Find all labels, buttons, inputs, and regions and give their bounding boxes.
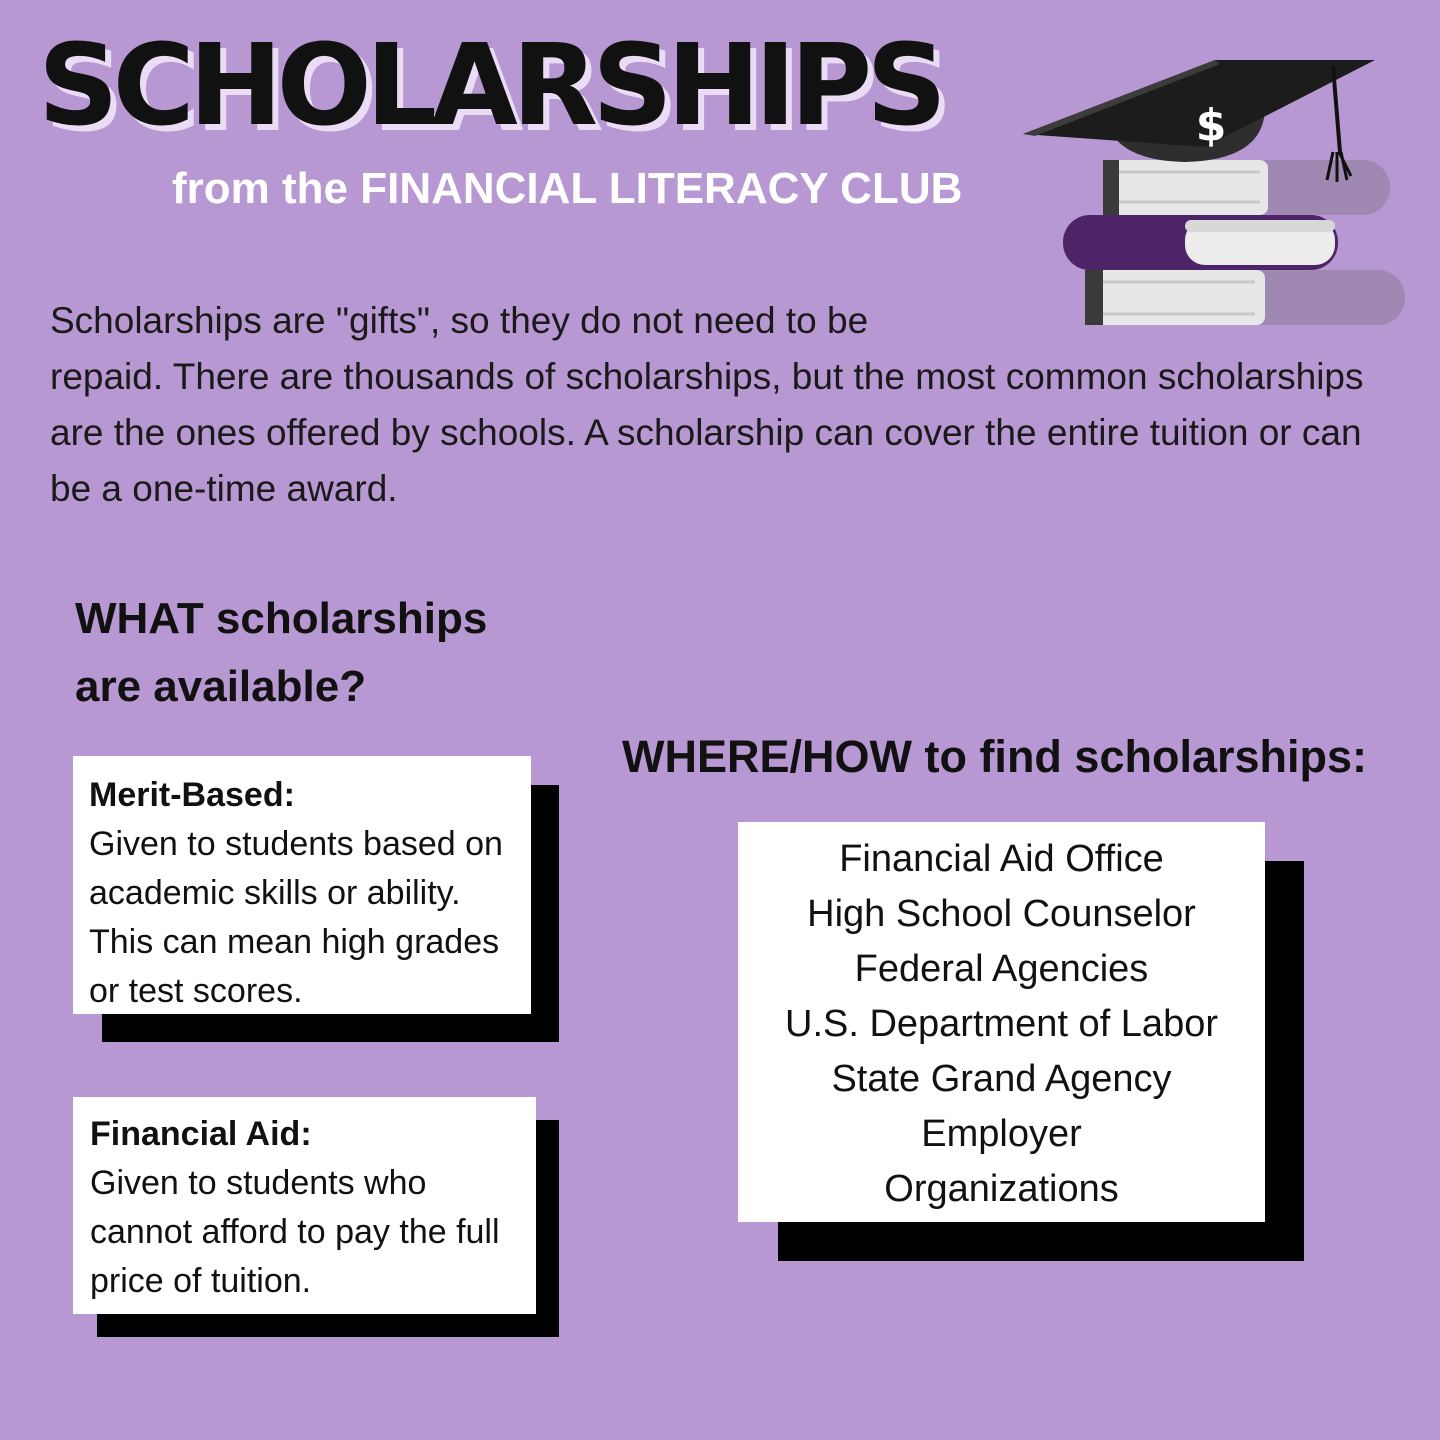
- book-middle: [1063, 215, 1338, 270]
- merit-card-title: Merit-Based:: [89, 776, 295, 814]
- intro-line-1: Scholarships are "gifts", so they do not need to be: [50, 300, 869, 341]
- where-item-state-grand-agency: State Grand Agency: [831, 1058, 1172, 1100]
- merit-card-text: Given to students based on academic skills or ability. This can mean high grades or test scores.: [89, 825, 503, 1010]
- where-card: [738, 822, 1265, 1222]
- where-item-department-of-labor: U.S. Department of Labor: [785, 1003, 1218, 1045]
- where-item-employer: Employer: [921, 1113, 1082, 1155]
- what-heading-line-1: WHAT scholarships: [75, 594, 488, 643]
- financial-aid-card-title: Financial Aid:: [90, 1115, 312, 1153]
- where-heading: WHERE/HOW to find scholarships:: [622, 731, 1368, 782]
- merit-based-card: [73, 756, 531, 1014]
- page-title: SCHOLARSHIPS: [38, 21, 941, 151]
- intro-rest: repaid. There are thousands of scholarships, but the most common scholarships are the ones offered by schools. A scholarship can cover the entire tuition or can be a one-time award.: [50, 356, 1364, 509]
- where-item-organizations: Organizations: [884, 1168, 1119, 1210]
- where-item-financial-aid-office: Financial Aid Office: [839, 838, 1164, 880]
- what-heading: [75, 585, 595, 721]
- what-heading-line-2: are available?: [75, 662, 367, 711]
- financial-aid-card-text: Given to students who cannot afford to pay the full price of tuition.: [90, 1164, 500, 1300]
- dollar-sign-icon: $: [1195, 100, 1227, 151]
- where-item-high-school-counselor: High School Counselor: [807, 893, 1196, 935]
- graduation-books-illustration: [1015, 52, 1415, 332]
- intro-paragraph: [50, 293, 1410, 517]
- where-list: [738, 832, 1265, 1217]
- where-item-federal-agencies: Federal Agencies: [854, 948, 1149, 990]
- page-subtitle: from the FINANCIAL LITERACY CLUB: [172, 164, 963, 213]
- financial-aid-card: [73, 1097, 536, 1314]
